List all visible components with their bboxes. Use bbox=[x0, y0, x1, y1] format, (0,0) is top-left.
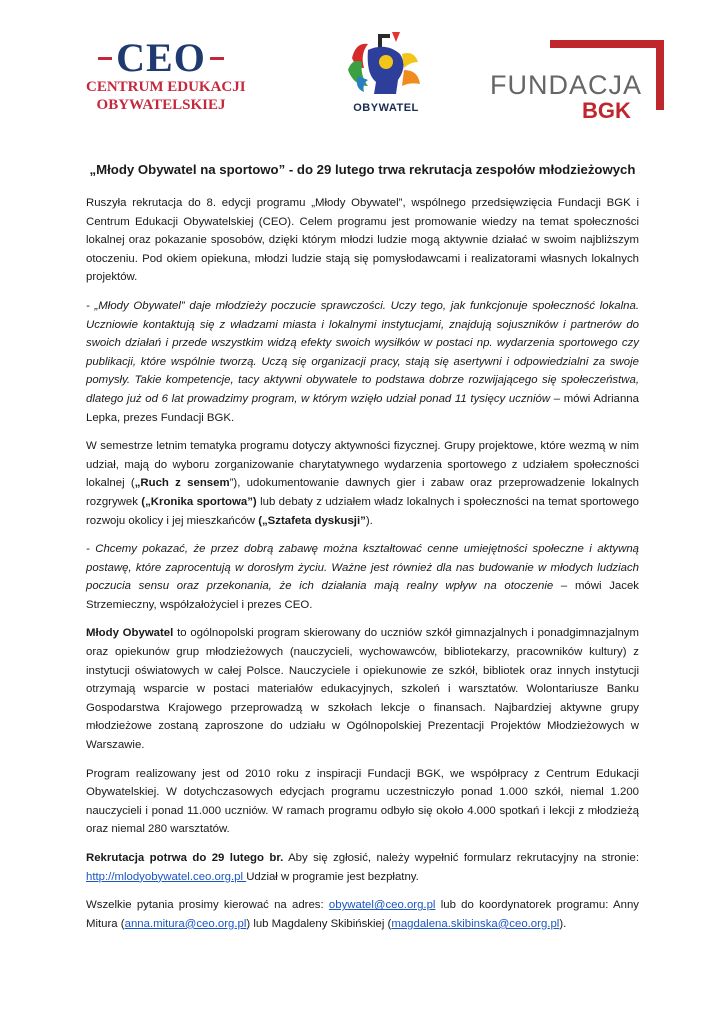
paragraph-quote-strzemieczny bbox=[86, 540, 639, 614]
ceo-logo-line2: OBYWATELSKIEJ bbox=[96, 97, 226, 113]
paragraph-contact bbox=[86, 896, 639, 933]
contact-text-4: ). bbox=[559, 917, 567, 930]
fundacja-bgk-logo bbox=[480, 36, 670, 126]
document-title: „Młody Obywatel na sportowo” - do 29 lutego trwa rekrutacja zespołów młodzieżowych bbox=[89, 162, 636, 177]
bgk-logo-text: BGK bbox=[582, 98, 631, 123]
paragraph-topics bbox=[86, 437, 639, 530]
paragraph-program-description bbox=[86, 624, 639, 754]
ceo-dash-right bbox=[210, 57, 224, 60]
bgk-frame-right bbox=[656, 40, 664, 110]
logo-header bbox=[0, 0, 724, 140]
ceo-dash-left bbox=[98, 57, 112, 60]
quote-strzemieczny: - Chcemy pokazać, że przez dobrą zabawę można kształtować cenne umiejętności społeczne i aktywną postawę, które zaprocentują w dorosłym życiu. Ważne jest również dla nas budowanie w młodych ludziach poczucia sensu oraz przekonania, że ich działania mają realny wpływ na otoczenie bbox=[86, 543, 639, 593]
program-name: Młody Obywatel bbox=[86, 627, 174, 640]
email-link-skibinska[interactable]: magdalena.skibinska@ceo.org.pl bbox=[391, 917, 560, 930]
topics-text-3: lub debaty z udziałem władz lokalnych i społeczności na temat sportowego rozwoju okolicy i jej mieszkańców bbox=[86, 495, 639, 527]
ceo-logo bbox=[86, 35, 246, 122]
paragraph-history: Program realizowany jest od 2010 roku z inspiracji Fundacji BGK, we współpracy z Centrum Edukacji Obywatelskiej. W dotychczasowych edycjach programu uczestniczyło ponad 1.000 szkół, niemal 1.200 nauczycieli i ponad 11.000 uczniów. W ramach programu odbyło się około 4.000 spotkań i lekcji z młodzieżą oraz niemal 280 warsztatów. bbox=[86, 767, 639, 836]
topics-text-2: ”), udokumentowanie dawnych gier i zabaw oraz przeprowadzenie lokalnych rozgrywek bbox=[86, 477, 639, 508]
topics-text-4: ). bbox=[365, 514, 373, 527]
email-link-obywatel[interactable]: obywatel@ceo.org.pl bbox=[328, 899, 436, 912]
contact-text-2: lub do koordynatorek programu: Anny Mitura ( bbox=[86, 899, 639, 930]
email-link-mitura[interactable]: anna.mitura@ceo.org.pl bbox=[124, 917, 247, 930]
topic-ruch-z-sensem: „Ruch z sensem bbox=[134, 477, 230, 490]
obywatel-logo-label: OBYWATEL bbox=[353, 102, 419, 114]
program-description-text: to ogólnopolski program skierowany do uczniów szkół gimnazjalnych i ponadgimnazjalnym oraz opiekunów grup młodzieżowych (nauczycieli, wychowawców, bibliotekarzy, pracowników kultury) z instytucji oświatowych w całej Polsce. Nauczyciele i opiekunowie ze szkół, bibliotek oraz innych instytucji otrzymają wsparcie w postaci materiałów edukacyjnych, szkoleń i warsztatów. Wolontariusze Banku Gospodarstwa Krajowego przeprowadzą w szkołach lekcje o finansach. Najbardziej aktywne grupy młodzieżowe zostaną zaproszone do udziału w Ogólnopolskiej Prezentacji Projektów Młodzieżowych w Warszawie. bbox=[86, 627, 639, 752]
ceo-logo-mark bbox=[86, 35, 236, 80]
contact-text-3: ) lub Magdaleny Skibińskiej ( bbox=[246, 917, 392, 930]
recruitment-deadline: Rekrutacja potrwa do 29 lutego br. bbox=[86, 852, 284, 864]
contact-text-1: Wszelkie pytania prosimy kierować na adres: bbox=[86, 899, 329, 912]
quote-strzemieczny-attribution: – mówi Jacek Strzemieczny, współzałożyciel i prezes CEO. bbox=[86, 580, 639, 611]
recruitment-text: Aby się zgłosić, należy wypełnić formularz rekrutacyjny na stronie: bbox=[283, 852, 639, 864]
obywatel-logo bbox=[338, 28, 434, 120]
ceo-logo-line1: CENTRUM EDUKACJI bbox=[86, 79, 246, 95]
quote-lepka: - „Młody Obywatel” daje młodzieży poczucie sprawczości. Uczy tego, jak funkcjonuje społeczność lokalna. Uczniowie kontaktują się z władzami miasta i lokalnymi instytucjami, znajdują sojuszników i partnerów do swoich działań i przede wszystkim widzą efekty swoich wysiłków w postaci np. wydarzenia sportowego czy publikacji, które wspólnie tworzą. Uczą się organizacji pracy, stają się asertywni i odpowiedzialni za swoje pomysły. Takie kompetencje, tacy aktywni obywatele to podstawa dobrze rozwijającego się społeczeństwa, dlatego już od 6 lat prowadzimy program, w którym wzięło udział ponad 11 tysięcy uczniów – bbox=[86, 299, 639, 405]
bgk-frame-top bbox=[550, 40, 664, 48]
paragraph-quote-lepka bbox=[86, 297, 639, 427]
ceo-letters: CEO bbox=[116, 35, 206, 80]
topic-sztafeta-dyskusji: („Sztafeta dyskusji” bbox=[258, 514, 366, 527]
topics-text-1: W semestrze letnim tematyka programu dotyczy aktywności fizycznej. Grupy projektowe, które wezmą w nim udział, mają do wyboru zorganizowanie charytatywnego wydarzenia sportowego z udziałem społeczności lokalnej ( bbox=[86, 440, 639, 490]
obywatel-figure-icon bbox=[338, 28, 434, 102]
recruitment-link[interactable]: http://mlodyobywatel.ceo.org.pl bbox=[86, 870, 247, 883]
document-body bbox=[86, 160, 639, 943]
quote-lepka-attribution: mówi Adrianna Lepka, prezes Fundacji BGK. bbox=[86, 392, 639, 424]
fundacja-logo-text: FUNDACJA bbox=[490, 70, 643, 100]
paragraph-intro: Ruszyła rekrutacja do 8. edycji programu „Młody Obywatel”, wspólnego przedsięwzięcia Fundacji BGK i Centrum Edukacji Obywatelskiej (CEO). Celem programu jest promowanie wiedzy na temat społeczności lokalnej oraz pokazanie sposobów, dzięki którym młodzi ludzie mogą aktywnie działać w swoim najbliższym otoczeniu. Pod okiem opiekuna, młodzi ludzie stają się pomysłodawcami i realizatorami własnych lokalnych projektów. bbox=[86, 197, 639, 284]
recruitment-tail: Udział w programie jest bezpłatny. bbox=[246, 870, 419, 883]
topic-kronika-sportowa: („Kronika sportowa”) bbox=[141, 495, 257, 508]
paragraph-recruitment bbox=[86, 849, 639, 886]
